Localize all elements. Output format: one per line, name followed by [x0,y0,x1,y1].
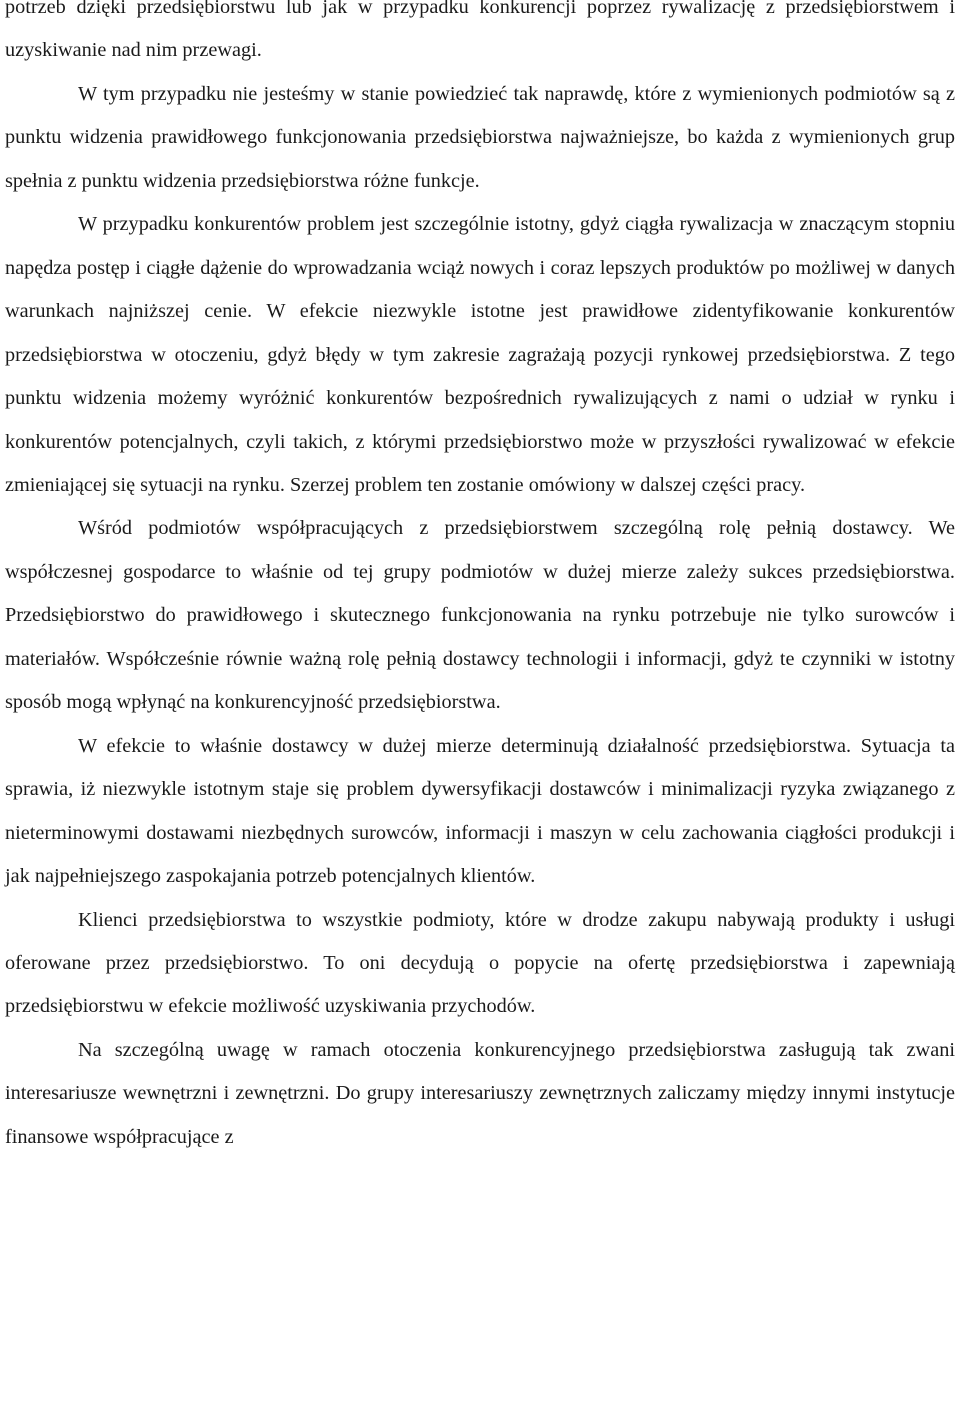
document-page [5,0,955,1159]
paragraph-3: W przypadku konkurentów problem jest szczególnie istotny, gdyż ciągła rywalizacja w znaczącym stopniu napędza postęp i ciągłe dążenie do wprowadzania wciąż nowych i coraz lepszych produktów po możliwej w danych warunkach najniższej cenie. W efekcie niezwykle istotne jest prawidłowe zidentyfikowanie konkurentów przedsiębiorstwa w otoczeniu, gdyż błędy w tym zakresie zagrażają pozycji rynkowej przedsiębiorstwa. Z tego punktu widzenia możemy wyróżnić konkurentów bezpośrednich rywalizujących z nami o udział w rynku i konkurentów potencjalnych, czyli takich, z którymi przedsiębiorstwo może w przyszłości rywalizować w efekcie zmieniającej się sytuacji na rynku. Szerzej problem ten zostanie omówiony w dalszej części pracy. [5,213,955,496]
paragraph-1: potrzeb dzięki przedsiębiorstwu lub jak w przypadku konkurencji poprzez rywalizację z przedsiębiorstwem i uzyskiwanie nad nim przewagi. [5,0,955,62]
paragraph-2: W tym przypadku nie jesteśmy w stanie powiedzieć tak naprawdę, które z wymienionych podmiotów są z punktu widzenia prawidłowego funkcjonowania przedsiębiorstwa najważniejsze, bo każda z wymienionych grup spełnia z punktu widzenia przedsiębiorstwa różne funkcje. [5,82,955,192]
paragraph-5: W efekcie to właśnie dostawcy w dużej mierze determinują działalność przedsiębiorstwa. Sytuacja ta sprawia, iż niezwykle istotnym staje się problem dywersyfikacji dostawców i minimalizacji ryzyka związanego z nieterminowymi dostawami niezbędnych surowców, informacji i maszyn w celu zachowania ciągłości produkcji i jak najpełniejszego zaspokajania potrzeb potencjalnych klientów. [5,734,955,888]
paragraph-6: Klienci przedsiębiorstwa to wszystkie podmioty, które w drodze zakupu nabywają produkty i usługi oferowane przez przedsiębiorstwo. To oni decydują o popycie na ofertę przedsiębiorstwa i zapewniają przedsiębiorstwu w efekcie możliwość uzyskiwania przychodów. [5,908,955,1018]
paragraph-7: Na szczególną uwagę w ramach otoczenia konkurencyjnego przedsiębiorstwa zasługują tak zwani interesariusze wewnętrzni i zewnętrzni. Do grupy interesariuszy zewnętrznych zaliczamy między innymi instytucje finansowe współpracujące z [5,1038,955,1148]
paragraph-4: Wśród podmiotów współpracujących z przedsiębiorstwem szczególną rolę pełnią dostawcy. We współczesnej gospodarce to właśnie od tej grupy podmiotów w dużej mierze zależy sukces przedsiębiorstwa. Przedsiębiorstwo do prawidłowego i skutecznego funkcjonowania na rynku potrzebuje nie tylko surowców i materiałów. Współcześnie równie ważną rolę pełnią dostawcy technologii i informacji, gdyż te czynniki w istotny sposób mogą wpłynąć na konkurencyjność przedsiębiorstwa. [5,517,955,714]
